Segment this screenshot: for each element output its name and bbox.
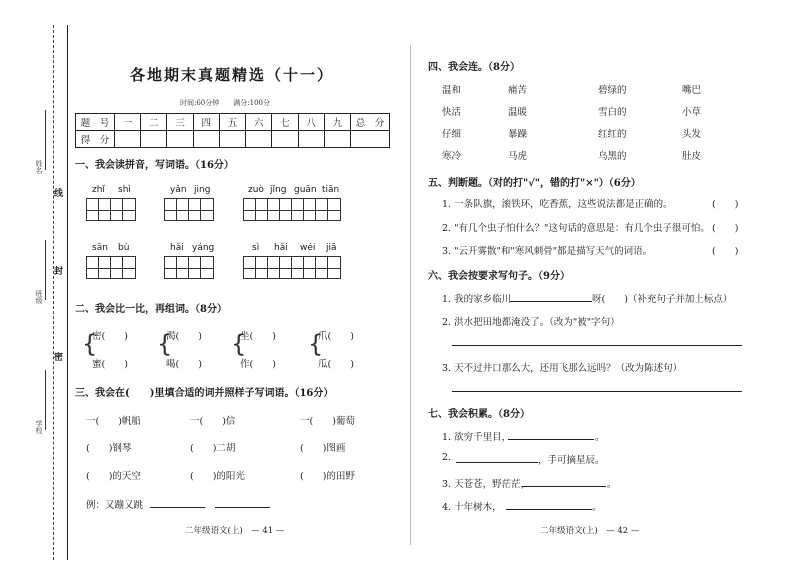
exam-info: 时间:60分钟 满分:100分 xyxy=(180,99,270,107)
match-word[interactable]: 暴躁 xyxy=(508,129,528,140)
score-cell[interactable] xyxy=(167,131,193,148)
poem-line-end: 。 xyxy=(595,432,605,443)
binding-name-line xyxy=(45,110,46,170)
poem-line: 4. 十年树木， xyxy=(442,502,502,513)
match-word[interactable]: 嘴巴 xyxy=(682,85,702,96)
sentence-item-1a: 1. 我的家乡临川 xyxy=(442,294,512,305)
score-value-row xyxy=(76,131,390,148)
compare-word[interactable]: 坐( ) xyxy=(240,331,276,342)
match-word[interactable]: 温暖 xyxy=(508,107,528,118)
writing-grid[interactable] xyxy=(164,267,214,279)
example-label: 例：又蹦又跳 xyxy=(86,500,144,511)
pinyin: yǎn xyxy=(170,185,187,195)
binding-mark-xian: 线 xyxy=(54,186,63,199)
match-word[interactable]: 肚皮 xyxy=(682,151,702,162)
answer-line[interactable] xyxy=(456,462,538,463)
poem-line-end: ，手可摘星辰。 xyxy=(538,455,605,466)
writing-grid[interactable] xyxy=(164,209,214,221)
answer-line[interactable] xyxy=(522,486,606,487)
compare-word[interactable]: 瓜( ) xyxy=(318,359,354,370)
fill-item[interactable]: ( )二胡 xyxy=(190,443,236,454)
match-word[interactable]: 乌黑的 xyxy=(598,151,627,162)
match-word[interactable]: 碧绿的 xyxy=(598,85,627,96)
binding-school-line xyxy=(45,370,46,430)
score-header-cell: 九 xyxy=(324,114,350,131)
pinyin: tiān xyxy=(322,185,340,195)
fill-item[interactable]: 一( )信 xyxy=(190,416,236,427)
fill-item[interactable]: 一( )帆船 xyxy=(86,416,141,427)
pinyin: sān xyxy=(92,243,108,253)
footer-right: 二年级语文(上) — 42 — xyxy=(540,526,640,536)
compare-word[interactable]: 密( ) xyxy=(92,331,128,342)
fill-item[interactable]: ( )图画 xyxy=(300,443,346,454)
writing-grid[interactable] xyxy=(86,209,136,221)
writing-grid[interactable] xyxy=(243,267,341,279)
match-word[interactable]: 温和 xyxy=(442,85,462,96)
score-header-cell: 三 xyxy=(167,114,193,131)
sentence-item-3: 3. 天不过井口那么大，还用飞那么远吗？（改为陈述句） xyxy=(442,363,683,374)
match-word[interactable]: 痛苦 xyxy=(508,85,528,96)
score-header-cell: 六 xyxy=(246,114,272,131)
section-4-heading: 四、我会连。（8分） xyxy=(428,62,520,73)
footer-left: 二年级语文(上) — 41 — xyxy=(185,526,285,536)
answer-line[interactable] xyxy=(508,439,594,440)
match-word[interactable]: 小草 xyxy=(682,107,702,118)
brace-icon: { xyxy=(231,330,247,358)
compare-word[interactable]: 喝( ) xyxy=(166,359,202,370)
section-2-heading: 二、我会比一比，再组词。（8分） xyxy=(75,304,227,315)
match-word[interactable]: 红红的 xyxy=(598,129,627,140)
judge-bracket[interactable]: ( ) xyxy=(712,223,739,234)
binding-class-line xyxy=(45,240,46,300)
judge-item: 1. 一条队旗，滚铁环，吃香蕉，这些说法都是正确的。 xyxy=(442,199,673,210)
poem-line: 3. 天苍苍，野茫茫， xyxy=(442,479,531,490)
score-header-cell: 五 xyxy=(219,114,245,131)
binding-name-label: 姓名 xyxy=(35,160,43,174)
pinyin: wéi xyxy=(300,243,316,253)
brace-icon: { xyxy=(82,330,98,358)
pinyin: zuò xyxy=(248,185,264,195)
score-cell[interactable] xyxy=(141,131,167,148)
judge-item: 2. "有几个虫子怕什么？"这句话的意思是：有几个虫子很可怕。 xyxy=(442,223,710,234)
score-table xyxy=(75,113,390,148)
binding-mark-feng: 封 xyxy=(54,264,63,277)
compare-word[interactable]: 渴( ) xyxy=(166,331,202,342)
answer-line[interactable] xyxy=(215,507,270,508)
answer-line[interactable] xyxy=(452,391,742,392)
binding-solid-line xyxy=(67,25,68,560)
match-word[interactable]: 马虎 xyxy=(508,151,528,162)
sentence-item-2: 2. 洪水把田地都淹没了。（改为"被"字句） xyxy=(442,317,620,328)
pinyin: zhǐ xyxy=(92,185,105,195)
score-header-cell: 八 xyxy=(298,114,324,131)
answer-line[interactable] xyxy=(150,507,205,508)
answer-line[interactable] xyxy=(452,345,742,346)
score-cell[interactable] xyxy=(193,131,219,148)
pinyin: yáng xyxy=(192,243,215,253)
pinyin: jiā xyxy=(326,243,337,253)
compare-word[interactable]: 作( ) xyxy=(240,359,276,370)
section-3-heading: 三、我会在( )里填合适的词并照样子写词语。（16分） xyxy=(75,388,334,399)
fill-item[interactable]: 一( )葡萄 xyxy=(300,416,355,427)
match-word[interactable]: 头发 xyxy=(682,129,702,140)
poem-line: 2. xyxy=(442,452,452,463)
binding-school-label: 学校 xyxy=(35,420,43,434)
binding-class-label: 班级 xyxy=(35,290,43,304)
score-header-row xyxy=(76,114,390,131)
poem-line-end: 。 xyxy=(607,479,617,490)
score-cell[interactable] xyxy=(272,131,298,148)
score-cell[interactable] xyxy=(298,131,324,148)
fill-item[interactable]: ( )的天空 xyxy=(86,471,141,482)
binding-mark-mi: 密 xyxy=(54,350,63,363)
page-title: 各地期末真题精选（十一） xyxy=(130,66,335,84)
score-header-cell: 二 xyxy=(141,114,167,131)
writing-grid[interactable] xyxy=(86,267,136,279)
writing-grid[interactable] xyxy=(243,209,341,221)
compare-word[interactable]: 蜜( ) xyxy=(92,359,128,370)
score-header-cell: 一 xyxy=(115,114,141,131)
score-cell[interactable] xyxy=(324,131,350,148)
section-7-heading: 七、我会积累。（8分） xyxy=(428,409,530,420)
section-5-heading: 五、判断题。（对的打"√"，错的打"×"）（6分） xyxy=(428,178,641,189)
answer-line[interactable] xyxy=(510,301,592,302)
pinyin: jǐng xyxy=(270,185,287,195)
poem-line: 1. 欲穷千里目， xyxy=(442,432,512,443)
match-word[interactable]: 快活 xyxy=(442,107,462,118)
judge-bracket[interactable]: ( ) xyxy=(712,199,739,210)
page-divider xyxy=(410,45,411,545)
sentence-item-1b: 呀( )（补充句子并加上标点） xyxy=(592,294,733,305)
pinyin: guān xyxy=(294,185,317,195)
score-row-label: 得 分 xyxy=(76,131,115,148)
score-cell[interactable] xyxy=(351,131,390,148)
fill-item[interactable]: ( )钢琴 xyxy=(86,443,132,454)
fill-item[interactable]: ( )的阳光 xyxy=(190,471,245,482)
score-cell[interactable] xyxy=(246,131,272,148)
judge-bracket[interactable]: ( ) xyxy=(712,246,739,257)
poem-line-end: 。 xyxy=(592,502,602,513)
pinyin: shì xyxy=(118,185,131,195)
answer-line[interactable] xyxy=(506,509,592,510)
match-word[interactable]: 寒冷 xyxy=(442,151,462,162)
match-word[interactable]: 仔细 xyxy=(442,129,462,140)
fill-item[interactable]: ( )的田野 xyxy=(300,471,355,482)
score-cell[interactable] xyxy=(115,131,141,148)
match-word[interactable]: 雪白的 xyxy=(598,107,627,118)
pinyin: sì xyxy=(252,243,260,253)
score-header-cell: 七 xyxy=(272,114,298,131)
score-cell[interactable] xyxy=(219,131,245,148)
brace-icon: { xyxy=(157,330,173,358)
score-header-cell: 题 号 xyxy=(76,114,115,131)
pinyin: hǎi xyxy=(274,243,288,253)
score-header-cell: 四 xyxy=(193,114,219,131)
pinyin: bù xyxy=(118,243,130,253)
section-6-heading: 六、我会按要求写句子。（9分） xyxy=(428,271,570,282)
pinyin: hǎi xyxy=(170,243,184,253)
judge-item: 3. "云开雾散"和"寒风刺骨"都是描写天气的词语。 xyxy=(442,246,653,257)
pinyin: jing xyxy=(194,185,211,195)
section-1-heading: 一、我会读拼音，写词语。（16分） xyxy=(75,160,234,171)
brace-icon: { xyxy=(308,330,324,358)
binding-dashed-line xyxy=(53,25,54,560)
score-header-cell: 总 分 xyxy=(351,114,390,131)
compare-word[interactable]: 爪( ) xyxy=(318,331,354,342)
